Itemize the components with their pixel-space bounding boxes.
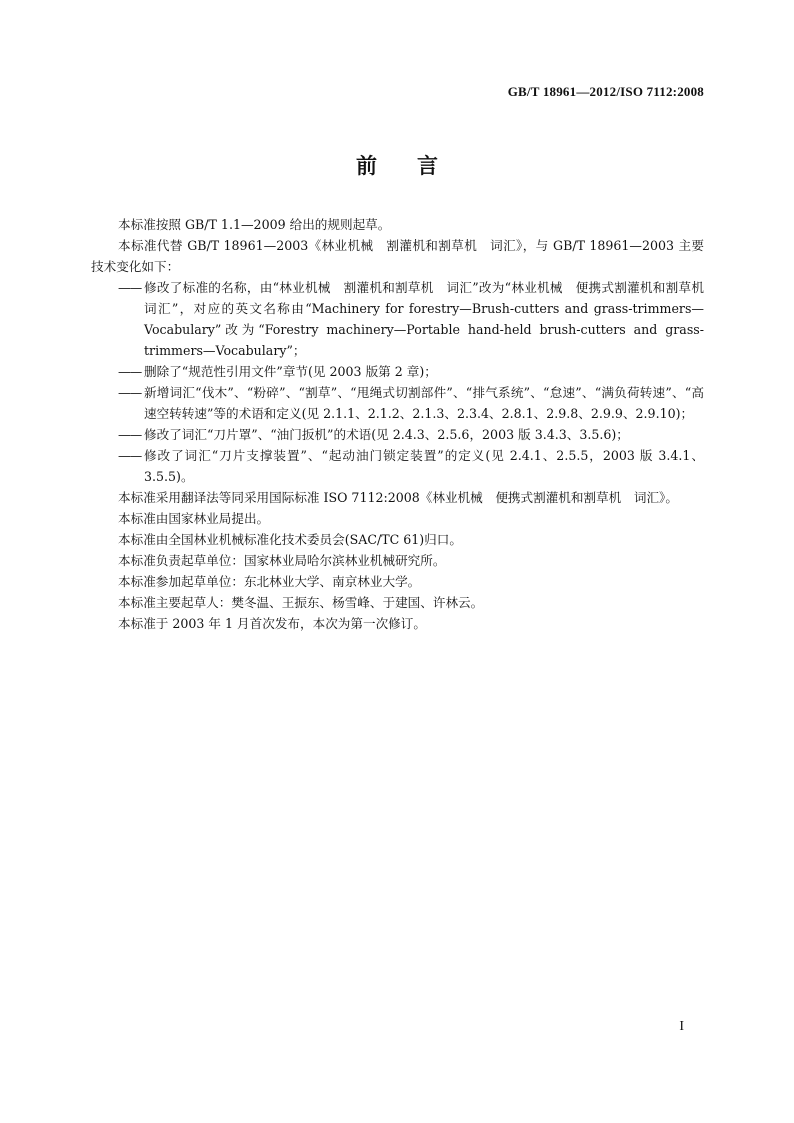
paragraph-main-drafters: 本标准主要起草人：樊冬温、王振东、杨雪峰、于建国、许林云。 <box>118 595 484 610</box>
dash-marker: —— <box>118 280 142 295</box>
paragraph-committee: 本标准由全国林业机械标准化技术委员会(SAC/TC 61)归口。 <box>118 532 462 547</box>
paragraph-participating-drafters: 本标准参加起草单位：东北林业大学、南京林业大学。 <box>118 574 421 589</box>
change-item-text: 修改了词汇“刀片罩”、“油门扳机”的术语(见 2.4.3、2.5.6，2003 版 3.4.3、3.5.6)； <box>144 427 629 442</box>
paragraph-adoption: 本标准采用翻译法等同采用国际标准 ISO 7112:2008《林业机械 便携式割灌机和割草机 词汇》。 <box>118 490 678 505</box>
change-item <box>91 277 717 361</box>
change-item <box>91 382 704 424</box>
foreword-body <box>91 214 717 634</box>
dash-marker: —— <box>118 427 142 442</box>
change-item-text: 修改了标准的名称，由“林业机械 割灌机和割草机 词汇”改为“林业机械 便携式割灌机和割草机 词汇”，对应的英文名称由“Machinery for forestry—Brush-cutters and grass-trimmers—Vocabulary”改为“Forestry machinery—Portable hand-held brush-cutters and grass-trimmers—Vocabulary”； <box>144 280 717 358</box>
change-item-text: 新增词汇“伐木”、“粉碎”、“割草”、“甩绳式切割部件”、“排气系统”、“怠速”、“满负荷转速”、“高速空转转速”等的术语和定义(见 2.1.1、2.1.2、2.1.3、2.3.4、2.8.1、2.9.8、2.9.9、2.9.10)； <box>144 385 704 421</box>
page-number: I <box>679 1019 684 1034</box>
dash-marker: —— <box>118 364 142 379</box>
paragraph-replacement-note: 本标准代替 GB/T 18961—2003《林业机械 割灌机和割草机 词汇》，与 GB/T 18961—2003 主要技术变化如下： <box>91 238 704 274</box>
paragraph-revision-history: 本标准于 2003 年 1 月首次发布，本次为第一次修订。 <box>118 616 426 631</box>
change-item-text: 修改了词汇“刀片支撑装置”、“起动油门锁定装置”的定义(见 2.4.1、2.5.5，2003 版 3.4.1、3.5.5)。 <box>144 448 704 484</box>
change-item <box>91 361 704 382</box>
change-item <box>91 424 704 445</box>
page-title: 前言 <box>356 154 478 178</box>
change-item <box>91 445 704 487</box>
change-item-text: 删除了“规范性引用文件”章节(见 2003 版第 2 章)； <box>144 364 437 379</box>
dash-marker: —— <box>118 385 142 400</box>
paragraph-proposer: 本标准由国家林业局提出。 <box>118 511 270 526</box>
standard-code-header: GB/T 18961—2012/ISO 7112:2008 <box>507 84 704 99</box>
dash-marker: —— <box>118 448 142 463</box>
paragraph-lead-drafter: 本标准负责起草单位：国家林业局哈尔滨林业机械研究所。 <box>118 553 446 568</box>
paragraph-drafting-rules: 本标准按照 GB/T 1.1—2009 给出的规则起草。 <box>118 217 391 232</box>
